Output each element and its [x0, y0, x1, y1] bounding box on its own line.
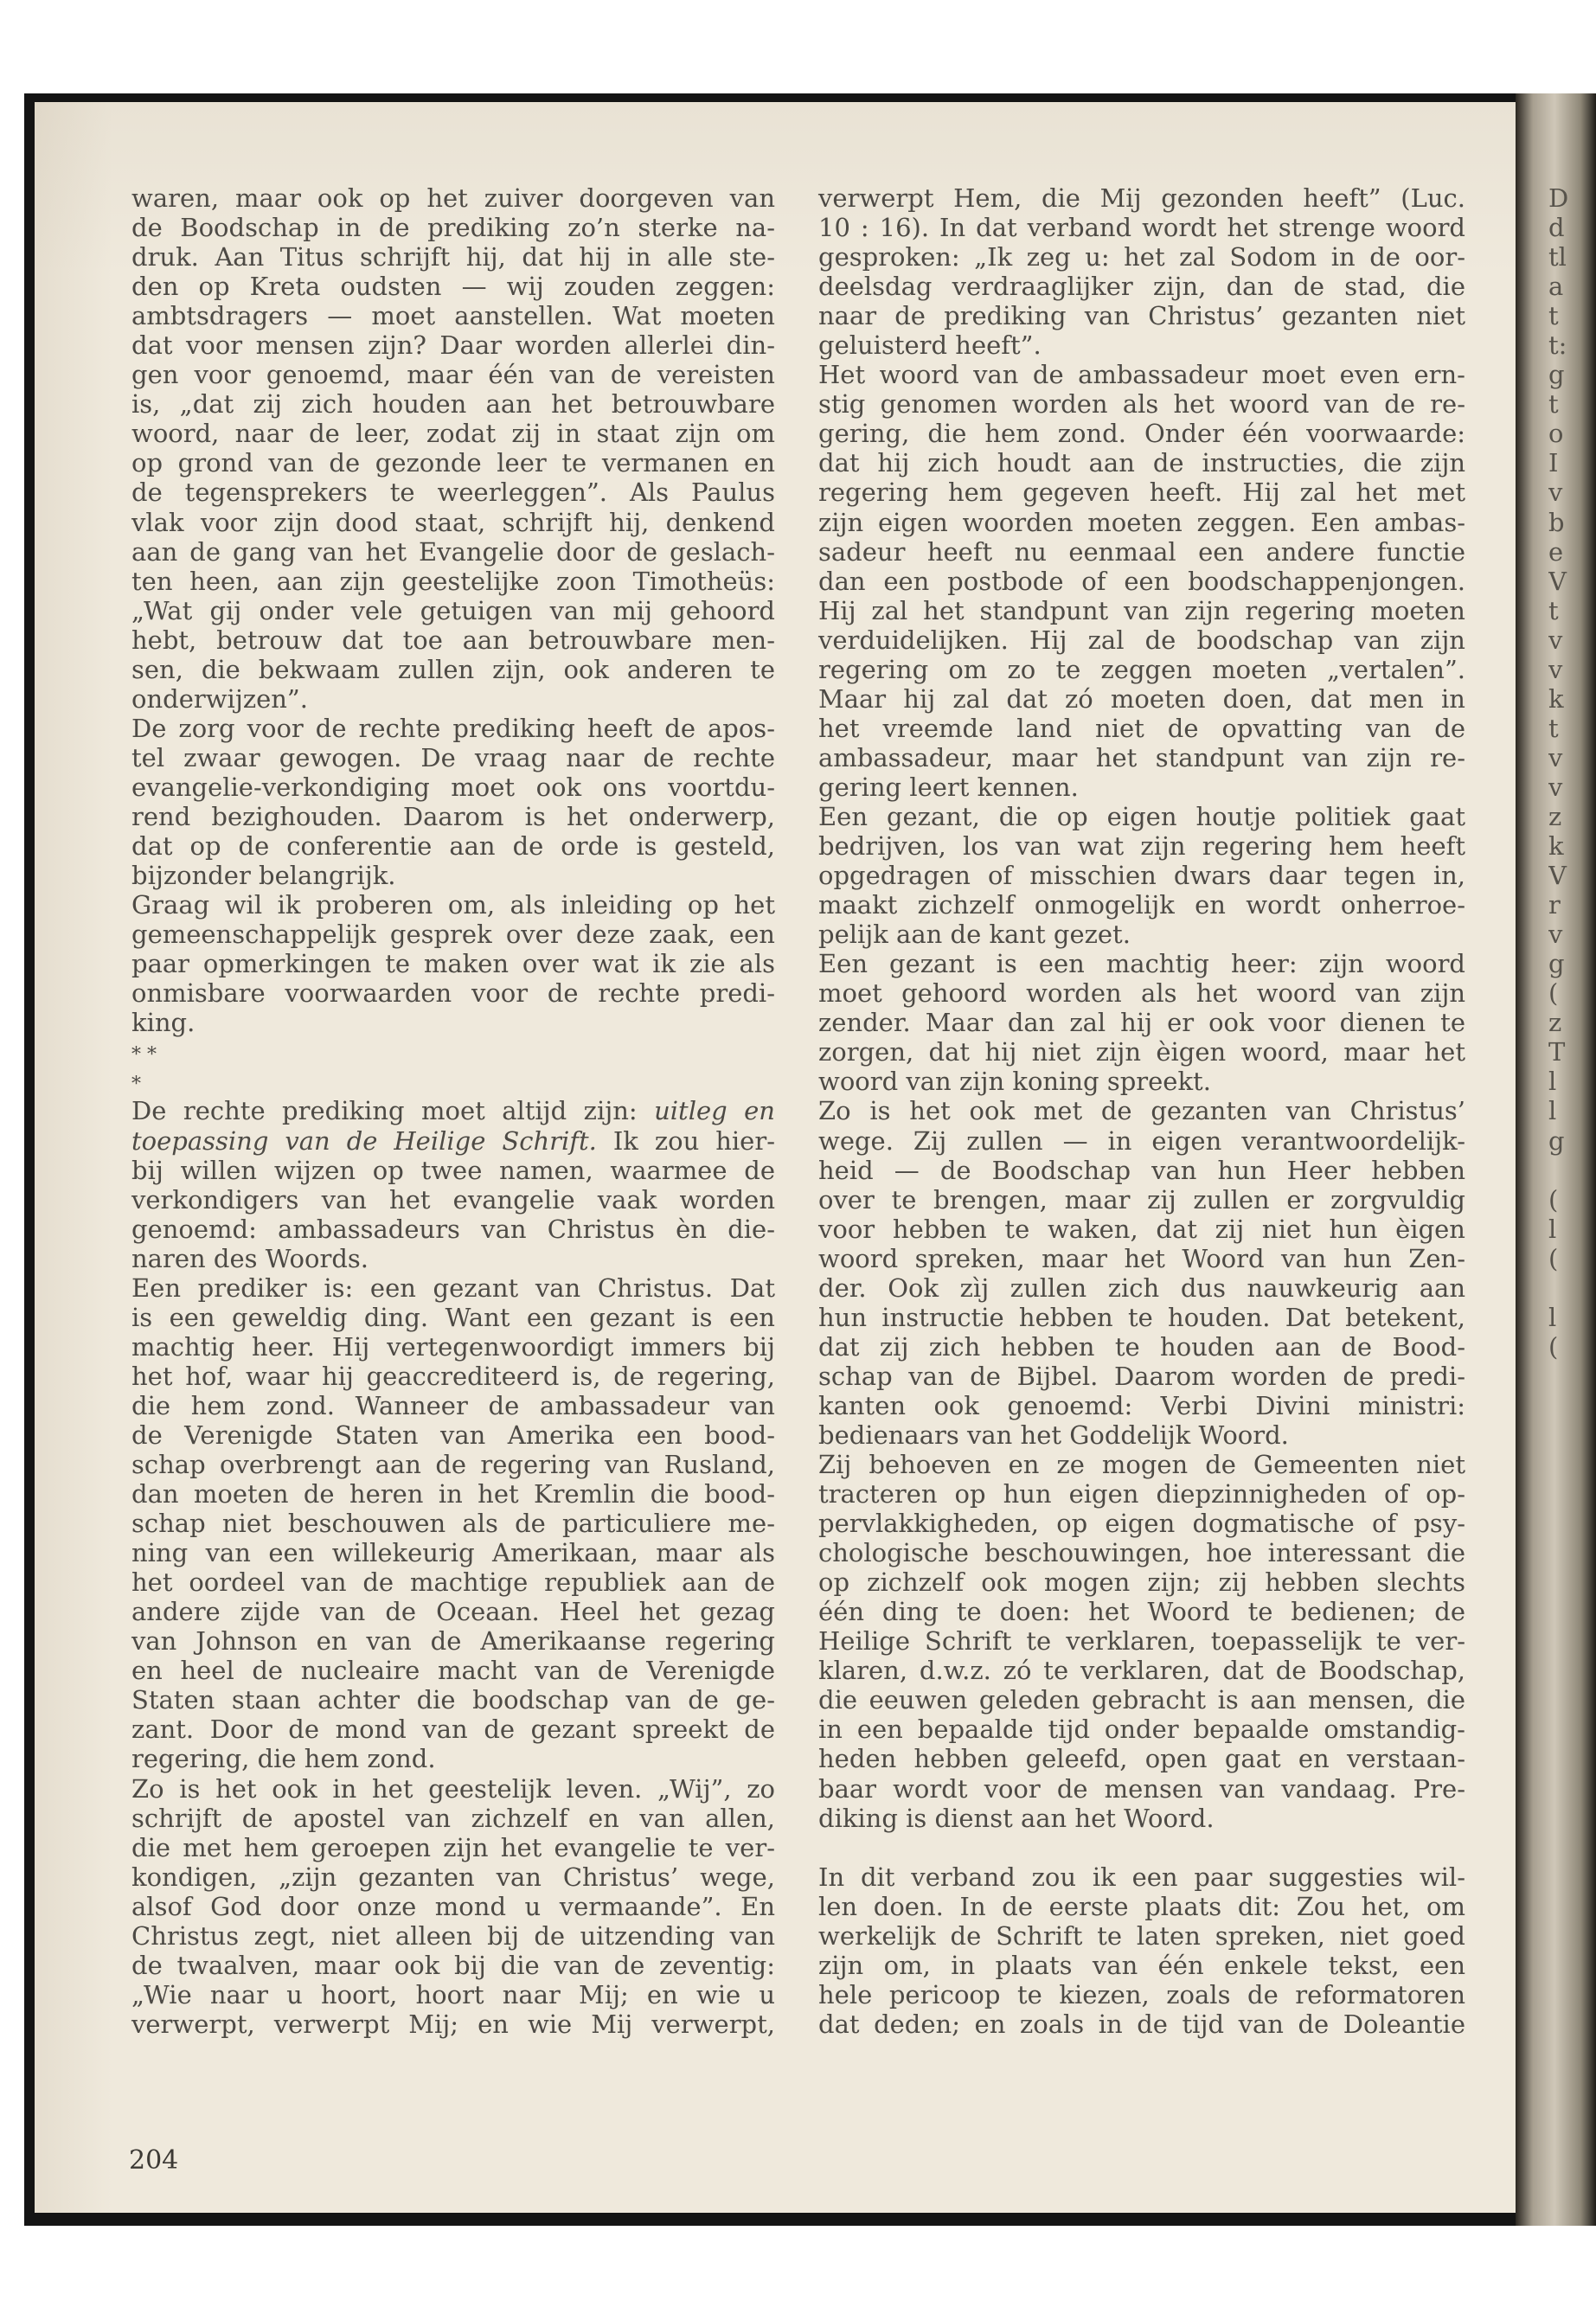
text-line: verkondigers van het evangelie vaak worden	[131, 1184, 775, 1215]
edge-letter	[1548, 1156, 1583, 1185]
edge-letter: g	[1548, 949, 1565, 979]
page-number: 204	[129, 2145, 179, 2176]
edge-letter: (	[1548, 1184, 1559, 1215]
text-line: schrijft de apostel van zichzelf en van allen,	[131, 1803, 775, 1833]
text-line: dan een postbode of een boodschappenjongen.	[818, 566, 1465, 596]
text-line: kanten ook genoemd: Verbi Divini ministri:	[818, 1390, 1465, 1420]
edge-letter: b	[1548, 507, 1565, 537]
text-line: ten heen, aan zijn geestelijke zoon Timotheüs:	[131, 566, 775, 596]
edge-letter: T	[1548, 1037, 1566, 1067]
text-line: Hij zal het standpunt van zijn regering moeten	[818, 595, 1465, 625]
text-line: De zorg voor de rechte prediking heeft de apos-	[131, 713, 775, 743]
text-line: de twaalven, maar ook bij die van de zeventig:	[131, 1950, 775, 1980]
text-line: stig genomen worden als het woord van de re-	[818, 389, 1465, 420]
text-line: heden hebben geleefd, open gaat en verstaan-	[818, 1744, 1465, 1774]
text-line: is een geweldig ding. Want een gezant is een	[131, 1302, 775, 1332]
facing-page-edge-letters	[1548, 183, 1583, 1362]
right-text-column	[818, 183, 1465, 2039]
text-line: dat voor mensen zijn? Daar worden allerlei din-	[131, 330, 775, 361]
edge-letter: z	[1548, 1008, 1562, 1038]
text-line: woord spreken, maar het Woord van hun Zen-	[818, 1243, 1465, 1273]
text-line: sen, die bekwaam zullen zijn, ook anderen te	[131, 654, 775, 684]
edge-letter: (	[1548, 1243, 1559, 1273]
text-line: schap niet beschouwen als de particuliere me-	[131, 1509, 775, 1539]
text-line: naren des Woords.	[131, 1243, 369, 1273]
text-line: Zij behoeven en ze mogen de Gemeenten niet	[818, 1450, 1465, 1480]
text-line: die met hem geroepen zijn het evangelie te ver-	[131, 1832, 775, 1862]
text-line: druk. Aan Titus schrijft hij, dat hij in alle ste-	[131, 242, 775, 272]
text-line: dat hij zich houdt aan de instructies, die zijn	[818, 448, 1465, 478]
text-line: vlak voor zijn dood staat, schrijft hij, denkend	[131, 507, 775, 537]
edge-letter: D	[1548, 183, 1569, 213]
text-line: Maar hij zal dat zó moeten doen, dat men in	[818, 683, 1465, 714]
text-line: De rechte prediking moet altijd zijn: uitleg en	[131, 1096, 775, 1126]
text-line: regering, die hem zond.	[131, 1744, 436, 1774]
text-line: waren, maar ook op het zuiver doorgeven van	[131, 183, 775, 213]
text-line: naar de prediking van Christus’ gezanten niet	[818, 301, 1465, 331]
text-line: het vreemde land niet de opvatting van de	[818, 713, 1465, 743]
text-line: die eeuwen geleden gebracht is aan mensen, die	[818, 1685, 1465, 1715]
text-line: dan moeten de heren in het Kremlin die bood-	[131, 1479, 775, 1509]
text-line: baar wordt voor de mensen van vandaag. Pre-	[818, 1773, 1465, 1804]
text-line: en heel de nucleaire macht van de Verenigde	[131, 1656, 775, 1686]
edge-letter: t	[1548, 301, 1559, 331]
text-line: gering, die hem zond. Onder één voorwaarde:	[818, 419, 1465, 449]
text-line: „Wie naar u hoort, hoort naar Mij; en wie u	[131, 1979, 775, 2009]
text-line: heid — de Boodschap van hun Heer hebben	[818, 1155, 1465, 1185]
edge-letter: g	[1548, 1125, 1565, 1156]
text-line: rend bezighouden. Daarom is het onderwerp,	[131, 801, 775, 831]
text-line: kondigen, „zijn gezanten van Christus’ wege,	[131, 1862, 775, 1892]
text-line: gemeenschappelijk gesprek over deze zaak, een	[131, 920, 775, 950]
text-line: Graag wil ik proberen om, als inleiding op het	[131, 890, 775, 920]
text-line: paar opmerkingen te maken over wat ik zie als	[131, 949, 775, 979]
text-line: zijn om, in plaats van één enkele tekst, een	[818, 1950, 1465, 1980]
edge-letter: (	[1548, 978, 1559, 1009]
text-line: zorgen, dat hij niet zijn èigen woord, maar het	[818, 1037, 1465, 1067]
text-line: geluisterd heeft”.	[818, 330, 1042, 361]
text-line: onmisbare voorwaarden voor de rechte predi-	[131, 978, 775, 1009]
text-line: verwerpt Hem, die Mij gezonden heeft” (Luc.	[818, 183, 1465, 213]
text-line: de Boodschap in de prediking zo’n sterke na-	[131, 213, 775, 243]
text-line: zender. Maar dan zal hij er ook voor dienen te	[818, 1008, 1465, 1038]
text-line: gen voor genoemd, maar één van de vereisten	[131, 360, 775, 390]
text-line: Het woord van de ambassadeur moet even ern-	[818, 360, 1465, 390]
text-line: hebt, betrouw dat toe aan betrouwbare men-	[131, 625, 775, 655]
text-line: onderwijzen”.	[131, 683, 308, 714]
text-line: woord, naar de leer, zodat zij in staat zijn om	[131, 419, 775, 449]
text-line: ambtsdragers — moet aanstellen. Wat moeten	[131, 301, 775, 331]
edge-letter: z	[1548, 801, 1562, 831]
text-line: genoemd: ambassadeurs van Christus èn die-	[131, 1214, 775, 1244]
text-line: dat deden; en zoals in de tijd van de Doleantie	[818, 2009, 1465, 2039]
text-line: die hem zond. Wanneer de ambassadeur van	[131, 1390, 775, 1420]
text-line: dat zij zich hebben te houden aan de Bood-	[818, 1331, 1465, 1362]
text-line: klaren, d.w.z. zó te verklaren, dat de Boodschap,	[818, 1656, 1465, 1686]
text-line: machtig heer. Hij vertegenwoordigt immers bij	[131, 1331, 775, 1362]
text-line: werkelijk de Schrift te laten spreken, niet goed	[818, 1920, 1465, 1951]
text-line: In dit verband zou ik een paar suggesties wil-	[818, 1862, 1465, 1892]
text-line: schap van de Bijbel. Daarom worden de predi-	[818, 1361, 1465, 1391]
text-line: den op Kreta oudsten — wij zouden zeggen:	[131, 272, 775, 302]
text-line: het oordeel van de machtige republiek aan de	[131, 1567, 775, 1598]
edge-letter: v	[1548, 478, 1563, 508]
text-line: regering hem gegeven heeft. Hij zal het met	[818, 478, 1465, 508]
edge-letter: d	[1548, 213, 1565, 243]
text-line: het hof, waar hij geaccrediteerd is, de regering,	[131, 1361, 775, 1391]
text-line: tracteren op hun eigen diepzinnigheden of op-	[818, 1479, 1465, 1509]
text-line: zijn eigen woorden moeten zeggen. Een ambas-	[818, 507, 1465, 537]
edge-letter: t	[1548, 713, 1559, 743]
text-line: moet gehoord worden als het woord van zijn	[818, 978, 1465, 1009]
text-line: van Johnson en van de Amerikaanse regering	[131, 1626, 775, 1657]
edge-letter	[1548, 1273, 1583, 1303]
text-line: deelsdag verdraaglijker zijn, dan de stad, die	[818, 272, 1465, 302]
edge-letter: V	[1548, 861, 1567, 891]
text-line: bedrijven, los van wat zijn regering hem heeft	[818, 831, 1465, 862]
text-line: is, „dat zij zich houden aan het betrouwbare	[131, 389, 775, 420]
text-line: Een prediker is: een gezant van Christus. Dat	[131, 1272, 775, 1303]
text-line: over te brengen, maar zij zullen er zorgvuldig	[818, 1184, 1465, 1215]
text-line: Een gezant, die op eigen houtje politiek gaat	[818, 801, 1465, 831]
text-line: bij willen wijzen op twee namen, waarmee de	[131, 1155, 775, 1185]
edge-letter: a	[1548, 272, 1564, 302]
edge-letter: v	[1548, 625, 1563, 655]
text-line: bedienaars van het Goddelijk Woord.	[818, 1420, 1289, 1450]
text-line: voor hebben te waken, dat zij niet hun èigen	[818, 1214, 1465, 1244]
text-line: tel zwaar gewogen. De vraag naar de rechte	[131, 742, 775, 772]
text-line: gesproken: „Ik zeg u: het zal Sodom in de oor-	[818, 242, 1465, 272]
edge-letter: V	[1548, 566, 1567, 596]
text-line: andere zijde van de Oceaan. Heel het gezag	[131, 1597, 775, 1627]
text-line: aan de gang van het Evangelie door de geslach-	[131, 536, 775, 567]
text-line: in een bepaalde tijd onder bepaalde omstandig-	[818, 1715, 1465, 1745]
edge-letter: g	[1548, 360, 1565, 390]
text-line: maakt zichzelf onmogelijk en wordt onherroe-	[818, 890, 1465, 920]
text-line: der. Ook zìj zullen zich dus nauwkeurig aan	[818, 1272, 1465, 1303]
edge-letter: tl	[1548, 242, 1567, 272]
text-line: bijzonder belangrijk.	[131, 861, 396, 891]
text-line: ambassadeur, maar het standpunt van zijn re-	[818, 742, 1465, 772]
edge-letter: r	[1548, 890, 1561, 920]
edge-letter: v	[1548, 742, 1563, 772]
text-line: Zo is het ook in het geestelijk leven. „Wij”, zo	[131, 1773, 775, 1804]
text-line: len doen. In de eerste plaats dit: Zou het, om	[818, 1891, 1465, 1921]
text-line: alsof God door onze mond u vermaande”. En	[131, 1891, 775, 1921]
edge-letter: k	[1548, 831, 1564, 862]
section-separator-asterisks: * * *	[131, 1044, 157, 1096]
edge-letter: t:	[1548, 330, 1567, 361]
text-line: pervlakkigheden, op eigen dogmatische of psy-	[818, 1509, 1465, 1539]
edge-letter: o	[1548, 419, 1564, 449]
edge-letter: t	[1548, 389, 1559, 420]
text-line: Staten staan achter die boodschap van de ge-	[131, 1685, 775, 1715]
edge-letter: l	[1548, 1302, 1557, 1332]
text-line: wege. Zij zullen — in eigen verantwoordelijk-	[818, 1125, 1465, 1156]
text-line: woord van zijn koning spreekt.	[818, 1067, 1211, 1097]
text-line: één ding te doen: het Woord te bedienen; de	[818, 1597, 1465, 1627]
text-line: evangelie-verkondiging moet ook ons voortdu-	[131, 772, 775, 802]
text-line: 10 : 16). In dat verband wordt het strenge woord	[818, 213, 1465, 243]
edge-letter: e	[1548, 536, 1564, 567]
text-line: dat op de conferentie aan de orde is gesteld,	[131, 831, 775, 862]
edge-letter: l	[1548, 1096, 1557, 1126]
blank-line	[818, 1833, 1465, 1862]
text-line: opgedragen of misschien dwars daar tegen in,	[818, 861, 1465, 891]
text-line: gering leert kennen.	[818, 772, 1079, 802]
text-line: op zichzelf ook mogen zijn; zij hebben slechts	[818, 1567, 1465, 1598]
text-line: chologische beschouwingen, hoe interessant die	[818, 1538, 1465, 1568]
text-line: Zo is het ook met de gezanten van Christus’	[818, 1096, 1465, 1126]
left-text-column	[131, 183, 775, 2039]
edge-letter: t	[1548, 595, 1559, 625]
text-line: regering om zo te zeggen moeten „vertalen”.	[818, 654, 1465, 684]
edge-letter: k	[1548, 683, 1564, 714]
text-line: ning van een willekeurig Amerikaan, maar als	[131, 1538, 775, 1568]
edge-letter: l	[1548, 1214, 1557, 1244]
text-line: hun instructie hebben te houden. Dat betekent,	[818, 1302, 1465, 1332]
text-line: „Wat gij onder vele getuigen van mij gehoord	[131, 595, 775, 625]
edge-letter: v	[1548, 654, 1563, 684]
text-line: Christus zegt, niet alleen bij de uitzending van	[131, 1920, 775, 1951]
text-line: op grond van de gezonde leer te vermanen en	[131, 448, 775, 478]
edge-letter: l	[1548, 1067, 1557, 1097]
text-line: Een gezant is een machtig heer: zijn woord	[818, 949, 1465, 979]
text-line: toepassing van de Heilige Schrift. Ik zou hier-	[131, 1125, 776, 1156]
edge-letter: v	[1548, 772, 1563, 802]
edge-letter: (	[1548, 1331, 1559, 1362]
text-line: diking is dienst aan het Woord.	[818, 1803, 1215, 1833]
edge-letter: v	[1548, 920, 1563, 950]
text-line: verduidelijken. Hij zal de boodschap van zijn	[818, 625, 1465, 655]
text-line: schap overbrengt aan de regering van Rusland,	[131, 1450, 775, 1480]
text-line: verwerpt, verwerpt Mij; en wie Mij verwerpt,	[131, 2009, 775, 2039]
text-line: de Verenigde Staten van Amerika een bood-	[131, 1420, 775, 1450]
text-line: de tegensprekers te weerleggen”. Als Paulus	[131, 478, 775, 508]
text-line: hele pericoop te kiezen, zoals de reformatoren	[818, 1979, 1465, 2009]
text-line: king.	[131, 1008, 195, 1038]
text-line: Heilige Schrift te verklaren, toepasselijk te ver-	[818, 1626, 1465, 1657]
edge-letter: I	[1548, 448, 1559, 478]
text-line: pelijk aan de kant gezet.	[818, 920, 1131, 950]
text-line: zant. Door de mond van de gezant spreekt de	[131, 1715, 775, 1745]
text-line: sadeur heeft nu eenmaal een andere functie	[818, 536, 1465, 567]
